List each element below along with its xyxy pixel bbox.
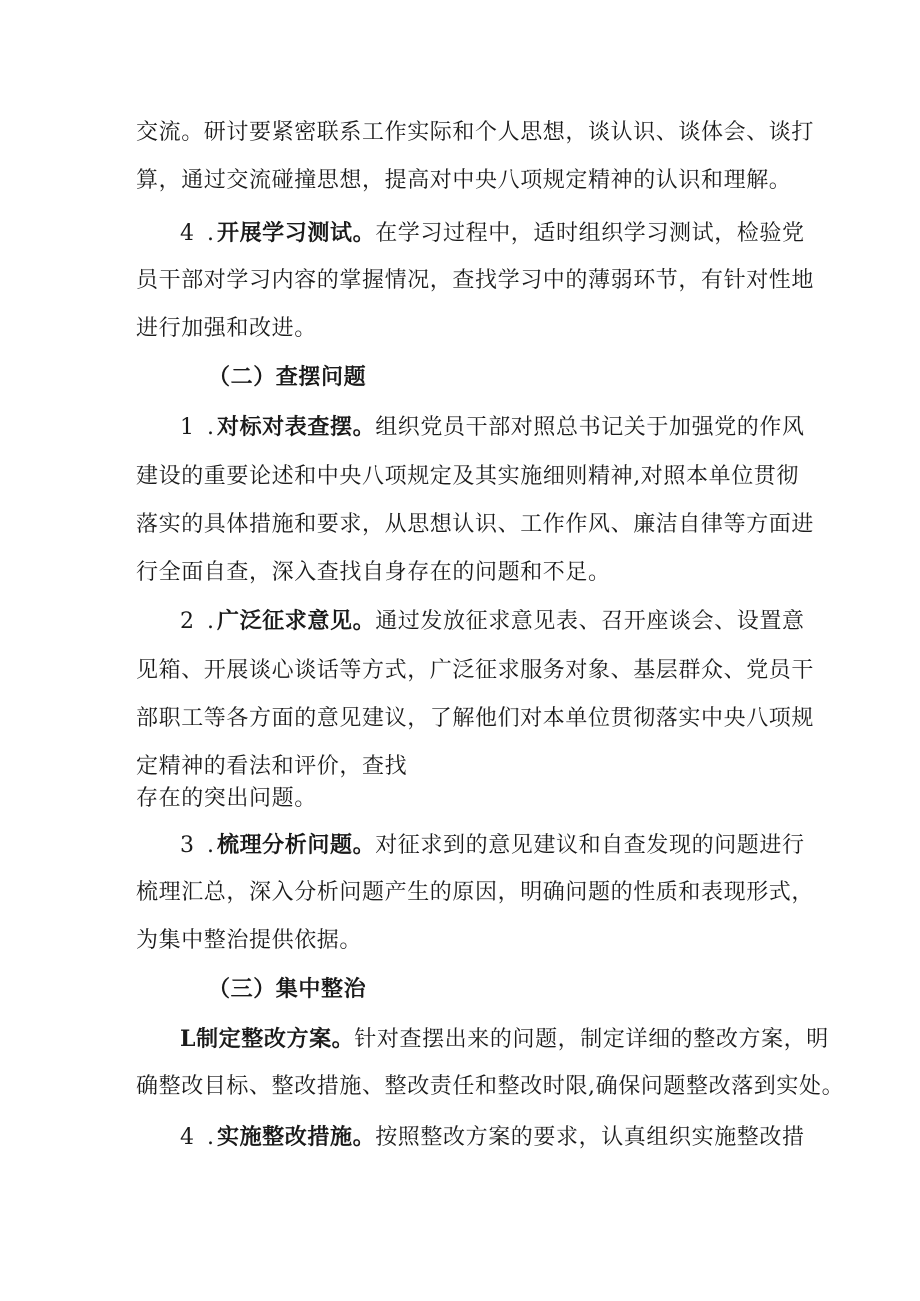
paragraph-line (180, 1122, 805, 1153)
paragraph-line: 落实的具体措施和要求，从思想认识、工作作风、廉洁自律等方面进 (136, 512, 815, 537)
item-number: 1 . (180, 415, 217, 440)
paragraph-line: 部职工等各方面的意见建议，了解他们对本单位贯彻落实中央八项规 (136, 706, 815, 731)
paragraph-line (180, 218, 805, 249)
paragraph-line: 定精神的看法和评价，查找 (136, 754, 408, 779)
paragraph-line: 员干部对学习内容的掌握情况，查找学习中的薄弱环节，有针对性地 (136, 268, 815, 293)
paragraph-line (180, 412, 805, 443)
item-text: 组织党员干部对照总书记关于加强党的作风 (375, 415, 805, 440)
paragraph-line: 进行加强和改进。 (136, 316, 317, 341)
item-text: 针对查摆出来的问题，制定详细的整改方案，明 (354, 1027, 829, 1052)
paragraph-line: 交流。研讨要紧密联系工作实际和个人思想，谈认识、谈体会、谈打 (136, 120, 815, 145)
paragraph-line (180, 830, 805, 861)
paragraph-line: 算，通过交流碰撞思想，提高对中央八项规定精神的认识和理解。 (136, 168, 792, 193)
item-number: 3 . (180, 833, 217, 858)
item-title: 开展学习测试。 (216, 220, 376, 246)
item-title: 对标对表查摆。 (216, 414, 376, 440)
paragraph-line (180, 606, 805, 637)
section-heading: （三）集中整治 (208, 976, 367, 1002)
paragraph-line: 为集中整治提供依据。 (136, 928, 363, 953)
item-text: 在学习过程中，适时组织学习测试，检验党 (375, 221, 805, 246)
item-title: 梳理分析问题。 (216, 832, 376, 858)
paragraph-line: 存在的突出问题。 (136, 786, 317, 811)
item-number: 4 . (180, 1125, 217, 1150)
item-text: 对征求到的意见建议和自查发现的问题进行 (375, 833, 805, 858)
paragraph-line: 梳理汇总，深入分析问题产生的原因，明确问题的性质和表现形式， (136, 880, 815, 905)
item-title: 实施整改措施。 (216, 1124, 376, 1150)
paragraph-line: 建设的重要论述和中央八项规定及其实施细则精神,对照本单位贯彻 (136, 464, 799, 489)
item-text: 通过发放征求意见表、召开座谈会、设置意 (375, 609, 805, 634)
section-heading: （二）查摆问题 (208, 364, 367, 390)
item-text: 按照整改方案的要求，认真组织实施整改措 (375, 1125, 805, 1150)
item-title: L制定整改方案。 (180, 1026, 355, 1052)
paragraph-line: 确整改目标、整改措施、整改责任和整改时限,确保问题整改落到实处。 (136, 1074, 845, 1099)
paragraph-line (180, 1024, 829, 1055)
paragraph-line: 行全面自查，深入查找自身存在的问题和不足。 (136, 560, 611, 585)
item-number: 2 . (180, 609, 217, 634)
item-number: 4 . (180, 221, 217, 246)
item-title: 广泛征求意见。 (216, 608, 376, 634)
paragraph-line: 见箱、开展谈心谈话等方式，广泛征求服务对象、基层群众、党员干 (136, 658, 815, 683)
